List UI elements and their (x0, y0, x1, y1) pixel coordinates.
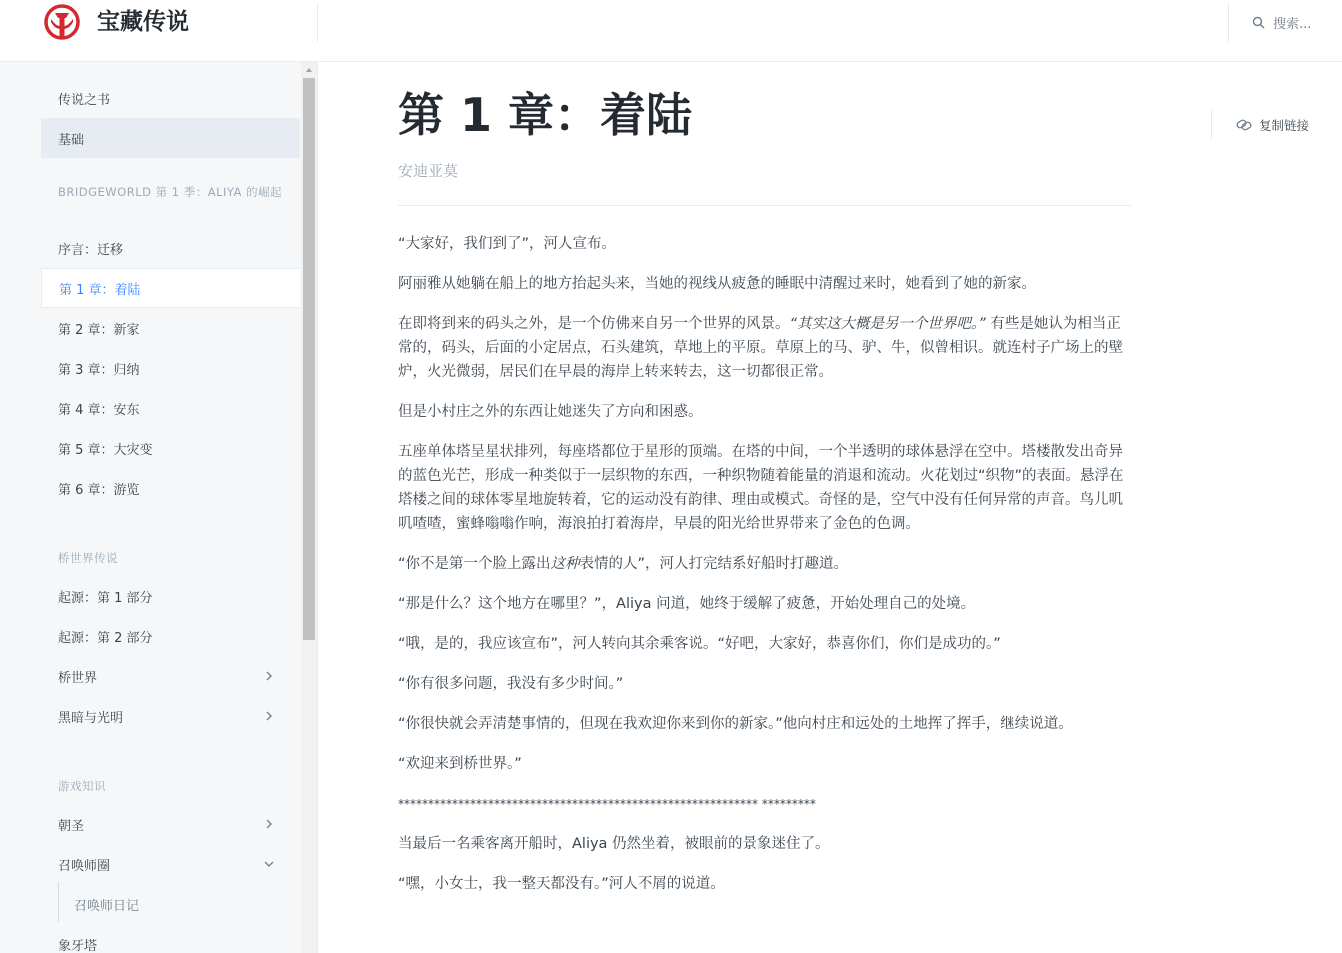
text-span: 表情的人”，河人打完结系好船时打趣道。 (579, 556, 849, 572)
article-body (398, 232, 1133, 912)
page-author: 安迪亚莫 (398, 162, 459, 180)
paragraph: “欢迎来到桥世界。” (398, 756, 522, 772)
chevron-right-icon[interactable] (262, 709, 276, 723)
link-icon (1236, 117, 1252, 133)
sidebar-item-chapter-2[interactable] (41, 308, 300, 348)
paragraph (398, 552, 1133, 576)
sidebar-item-label: 第 1 章：着陆 (59, 282, 141, 298)
page-title: 第 1 章：着陆 (398, 88, 693, 142)
paragraph: “你很快就会弄清楚事情的，但现在我欢迎你来到你的新家。”他向村庄和远处的土地挥了挥手，继续说道。 (398, 716, 1073, 732)
brand-name[interactable]: 宝藏传说 (97, 9, 189, 35)
paragraph: “大家好，我们到了”，河人宣布。 (398, 236, 617, 252)
sidebar-item-origins-1[interactable] (41, 576, 300, 616)
sidebar-item-label: 第 3 章：归纳 (58, 362, 140, 378)
text-span: “你不是第一个脸上露出 (398, 556, 551, 572)
sidebar-item-bridgeworld[interactable] (41, 656, 300, 696)
section-heading: 桥世界传说 (58, 551, 118, 565)
sidebar-item-chapter-5[interactable] (41, 428, 300, 468)
sidebar-item-chapter-6[interactable] (41, 468, 300, 508)
sidebar-item-label: 第 5 章：大灾变 (58, 442, 153, 458)
copy-link-label: 复制链接 (1259, 118, 1310, 133)
paragraph: 当最后一名乘客离开船时，Aliya 仍然坐着，被眼前的景象迷住了。 (398, 836, 830, 852)
sidebar-item-chapter-3[interactable] (41, 348, 300, 388)
sidebar-item-label: 第 6 章：游览 (58, 482, 140, 498)
sidebar-item-label: 第 4 章：安东 (58, 402, 140, 418)
sidebar-item-label: 起源：第 2 部分 (58, 630, 153, 646)
sidebar-item-label: 桥世界 (58, 670, 98, 686)
paragraph: “哦，是的，我应该宣布”，河人转向其余乘客说。“好吧，大家好，恭喜你们，你们是成功的。” (398, 636, 1001, 652)
sidebar (0, 62, 318, 953)
sidebar-item-label: 召唤师日记 (74, 898, 140, 914)
chevron-right-icon[interactable] (262, 817, 276, 831)
sidebar-item-label: 朝圣 (58, 818, 85, 834)
search-button[interactable] (1252, 12, 1311, 32)
separator-text: ************************************************************ ********* (398, 797, 816, 811)
sidebar-item-label: 召唤师圈 (58, 858, 111, 874)
header-divider (317, 3, 318, 42)
sidebar-item-book-of-legends[interactable] (41, 78, 300, 118)
section-heading: 游戏知识 (58, 779, 106, 793)
main-content (318, 62, 1342, 953)
search-icon (1252, 16, 1265, 29)
text-span: 有些是她认为相当正常的，码头，后面的小定居点，石头建筑，草地上的平原。草原上的马、驴、牛，似曾相识。就连村子广场上的壁炉，火光微弱，居民们在早晨的海岸上转来转去，这一切都很正常。 (398, 316, 1123, 380)
sidebar-item-chapter-4[interactable] (41, 388, 300, 428)
sidebar-item-summoner-journal[interactable] (59, 884, 300, 924)
sidebar-item-summoner-circle[interactable] (41, 844, 300, 884)
chevron-right-icon[interactable] (262, 669, 276, 683)
sidebar-item-chapter-1[interactable] (41, 268, 300, 308)
sidebar-item-label: 起源：第 1 部分 (58, 590, 153, 606)
header-divider (1228, 3, 1229, 42)
sidebar-item-dark-and-light[interactable] (41, 696, 300, 736)
top-header (0, 0, 1342, 62)
sidebar-item-ivory-tower[interactable] (41, 924, 300, 953)
paragraph: “嘿，小女士，我一整天都没有。”河人不屑的说道。 (398, 876, 725, 892)
sidebar-item-label: 基础 (58, 132, 85, 148)
divider (398, 205, 1131, 206)
paragraph: “你有很多问题，我没有多少时间。” (398, 676, 624, 692)
logo-icon[interactable] (44, 4, 80, 40)
sidebar-item-label: 黑暗与光明 (58, 710, 124, 726)
paragraph: 五座单体塔呈星状排列，每座塔都位于星形的顶端。在塔的中间，一个半透明的球体悬浮在空中。塔楼散发出奇异的蓝色光芒，形成一种类似于一层织物的东西，一种织物随着能量的消退和流动。火花划过“织物”的表面。悬浮在塔楼之间的球体零星地旋转着，它的运动没有韵律、理由或模式。奇怪的是，空气中没有任何异常的声音。鸟儿叽叽喳喳，蜜蜂嗡嗡作响，海浪拍打着海岸，早晨的阳光给世界带来了金色的色调。 (398, 444, 1124, 532)
sidebar-item-pilgrimage[interactable] (41, 804, 300, 844)
scrollbar-thumb[interactable] (303, 78, 315, 640)
sidebar-item-label: 第 2 章：新家 (58, 322, 140, 338)
scroll-up-arrow-icon[interactable] (306, 68, 312, 72)
paragraph (398, 312, 1133, 384)
chevron-down-icon[interactable] (262, 857, 276, 871)
sidebar-item-prologue[interactable] (41, 228, 300, 268)
paragraph: 但是小村庄之外的东西让她迷失了方向和困惑。 (398, 404, 703, 420)
search-label: 搜索... (1273, 16, 1312, 32)
italic-text: 这种 (550, 556, 580, 572)
paragraph: 阿丽雅从她躺在船上的地方抬起头来，当她的视线从疲惫的睡眠中清醒过来时，她看到了她的新家。 (398, 276, 1036, 292)
sidebar-scrollbar[interactable] (301, 62, 317, 953)
italic-text: “其实这大概是另一个世界吧。” (789, 316, 986, 332)
sidebar-item-label: 象牙塔 (58, 938, 98, 953)
paragraph: “那是什么？这个地方在哪里？”，Aliya 问道，她终于缓解了疲惫，开始处理自己的处境。 (398, 596, 976, 612)
sidebar-item-label: 序言：迁移 (58, 242, 124, 258)
copy-link-button[interactable] (1211, 110, 1309, 140)
text-span: 在即将到来的码头之外，是一个仿佛来自另一个世界的风景。 (398, 316, 790, 332)
section-heading: BRIDGEWORLD 第 1 季：ALIYA 的崛起 (58, 185, 283, 199)
sidebar-item-origins-2[interactable] (41, 616, 300, 656)
sidebar-item-label: 传说之书 (58, 92, 111, 108)
sidebar-item-basics[interactable] (41, 118, 300, 158)
